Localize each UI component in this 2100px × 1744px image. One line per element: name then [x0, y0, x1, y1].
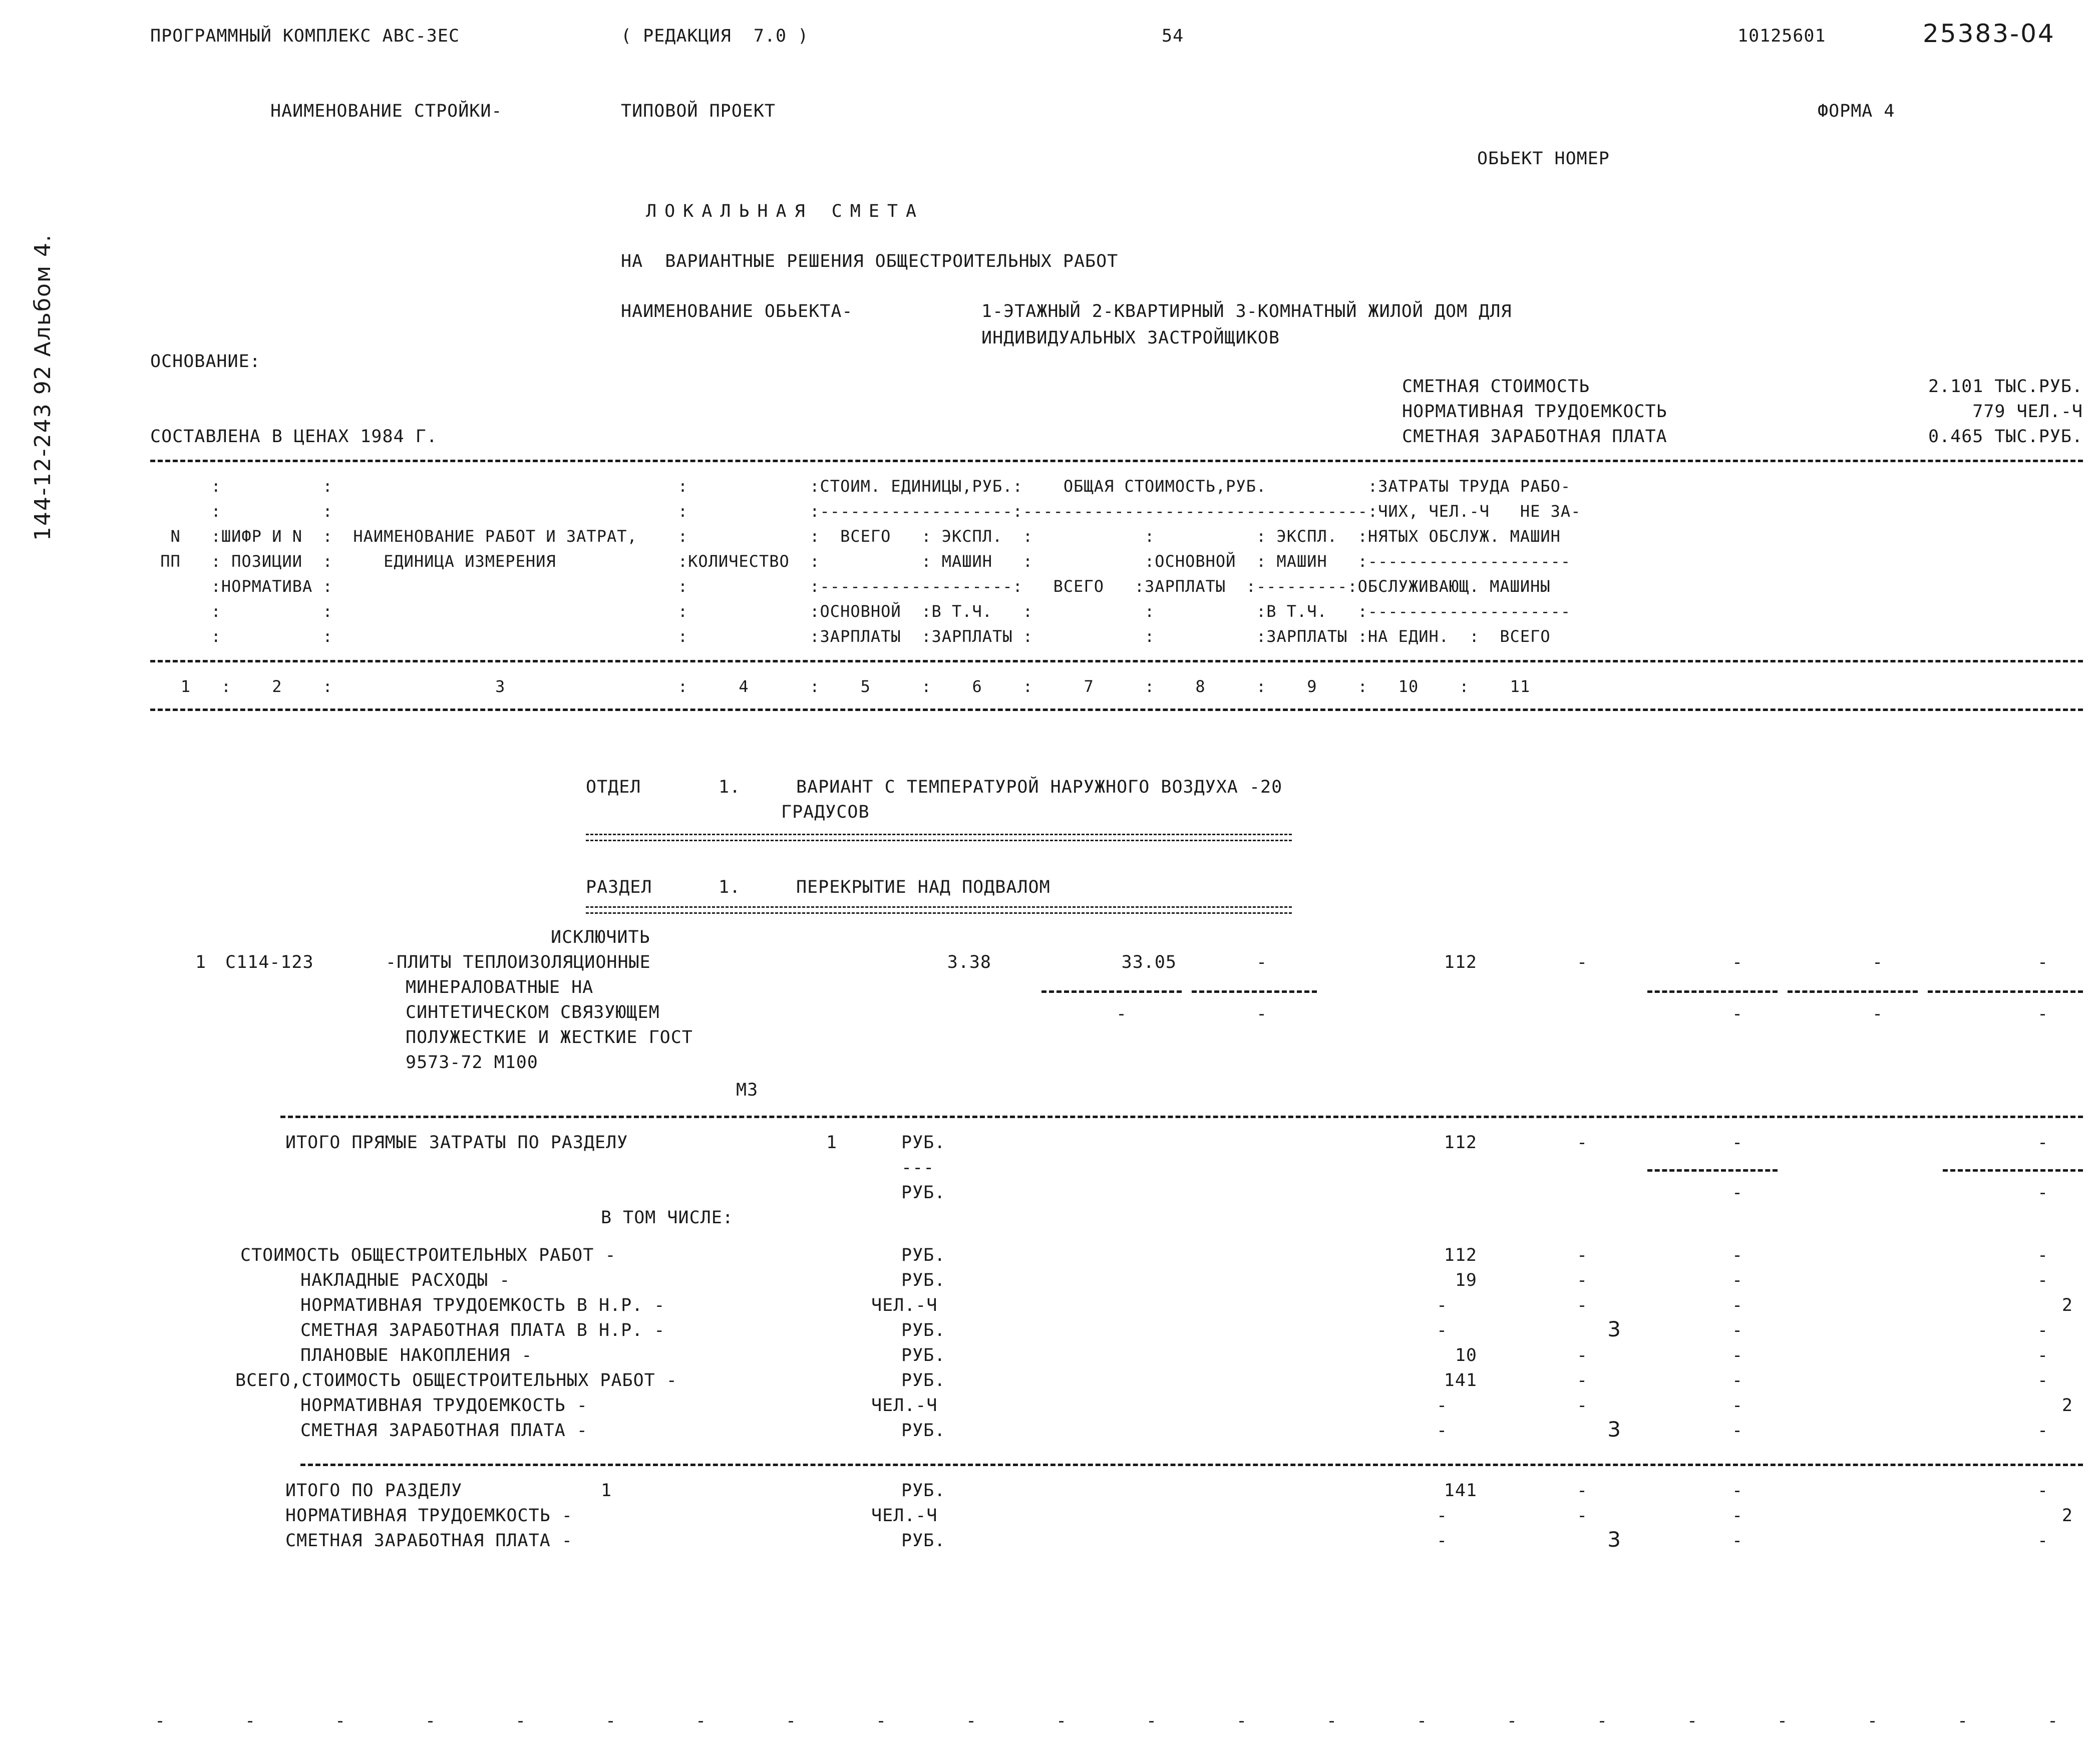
item-unit-cost: 33.05 — [1121, 952, 1177, 972]
item-name-line: -ПЛИТЫ ТЕПЛОИЗОЛЯЦИОННЫЕ — [386, 952, 651, 972]
side-note: 144-12-243 92 Альбом 4. — [30, 233, 56, 541]
empty-mark: - — [1436, 1396, 1448, 1416]
empty-mark: - — [1436, 1531, 1448, 1551]
sub-rule — [1647, 1169, 1778, 1172]
otdel-title-line-1: ВАРИАНТ С ТЕМПЕРАТУРОЙ НАРУЖНОГО ВОЗДУХА -20 — [796, 777, 1283, 797]
section-total-unit: РУБ. — [901, 1531, 946, 1551]
empty-mark: - — [1731, 1345, 1743, 1365]
breakdown-label: НОРМАТИВНАЯ ТРУДОЕМКОСТЬ - — [300, 1396, 588, 1416]
sub-rule — [1192, 990, 1317, 993]
bottom-dash-mark: - — [1867, 1711, 1879, 1731]
empty-mark: - — [1256, 1004, 1268, 1024]
section-total-labor: 2 — [2061, 1506, 2073, 1526]
item-code: С114-123 — [225, 952, 314, 972]
breakdown-label: НАКЛАДНЫЕ РАСХОДЫ - — [300, 1270, 511, 1290]
empty-mark: - — [1731, 1531, 1743, 1551]
empty-mark: - — [1872, 1004, 1884, 1024]
breakdown-label: СМЕТНАЯ ЗАРАБОТНАЯ ПЛАТА В Н.Р. - — [300, 1320, 665, 1340]
empty-mark: - — [2037, 1421, 2049, 1441]
breakdown-label: СМЕТНАЯ ЗАРАБОТНАЯ ПЛАТА - — [300, 1421, 588, 1441]
item-quantity: 3.38 — [947, 952, 991, 972]
bottom-dash-mark: - — [1056, 1711, 1068, 1731]
table-header-row: : : : :-------------------:----------------------------------:ЧИХ, ЧЕЛ.-Ч НЕ ЗА- — [150, 502, 1581, 521]
empty-mark: - — [1731, 1183, 1743, 1203]
empty-mark: - — [2037, 1345, 2049, 1365]
bottom-dash-mark: - — [1506, 1711, 1518, 1731]
section-total-value: 141 — [1444, 1481, 1477, 1501]
empty-mark: - — [1576, 1270, 1588, 1290]
bottom-dash-mark: - — [515, 1711, 527, 1731]
item-name-line: ПОЛУЖЕСТКИЕ И ЖЕСТКИЕ ГОСТ — [406, 1027, 693, 1048]
sub-rule — [1928, 990, 2083, 993]
breakdown-label: ПЛАНОВЫЕ НАКОПЛЕНИЯ - — [300, 1345, 533, 1365]
empty-mark: - — [1576, 1370, 1588, 1390]
empty-mark: - — [2037, 1245, 2049, 1265]
empty-mark: - — [1731, 952, 1743, 972]
basis-label: ОСНОВАНИЕ: — [150, 352, 261, 372]
header-rule-middle — [150, 660, 2083, 662]
otdel-label: ОТДЕЛ — [586, 777, 641, 797]
bottom-dash-mark: - — [425, 1711, 437, 1731]
sub-rule — [1041, 990, 1182, 993]
item-name-line: 9573-72 М100 — [406, 1053, 538, 1073]
breakdown-total: 112 — [1444, 1245, 1477, 1265]
table-header-row: : : : :ЗАРПЛАТЫ :ЗАРПЛАТЫ : : :ЗАРПЛАТЫ :НА ЕДИН. : ВСЕГО — [150, 627, 1551, 646]
breakdown-unit: РУБ. — [901, 1320, 946, 1340]
breakdown-wages: 3 — [1607, 1317, 1622, 1341]
bottom-dash-mark: - — [875, 1711, 887, 1731]
summary-value-labor: 779 ЧЕЛ.-Ч — [1972, 402, 2083, 422]
edition: ( РЕДАКЦИЯ 7.0 ) — [621, 26, 809, 46]
breakdown-total: 141 — [1444, 1370, 1477, 1390]
table-header-row: : : : :ОСНОВНОЙ :В Т.Ч. : : :В Т.Ч. :-------------------- — [150, 602, 1571, 621]
empty-mark: - — [1731, 1004, 1743, 1024]
empty-mark: - — [2037, 1481, 2049, 1501]
object-name-line-2: ИНДИВИДУАЛЬНЫХ ЗАСТРОЙЩИКОВ — [981, 328, 1280, 348]
prices-basis: СОСТАВЛЕНА В ЦЕНАХ 1984 Г. — [150, 427, 438, 447]
empty-mark: - — [2037, 1320, 2049, 1340]
table-header-row: ПП : ПОЗИЦИИ : ЕДИНИЦА ИЗМЕРЕНИЯ :КОЛИЧЕСТВО : : МАШИН : :ОСНОВНОЙ : МАШИН :-------------------- — [150, 552, 1571, 571]
empty-mark: - — [1436, 1320, 1448, 1340]
razdel-label: РАЗДЕЛ — [586, 877, 652, 897]
form-label: ФОРМА 4 — [1818, 101, 1895, 121]
bottom-dash-mark: - — [1146, 1711, 1158, 1731]
document-code: 10125601 — [1737, 26, 1826, 46]
object-number-label: ОБЬЕКТ НОМЕР — [1477, 149, 1610, 169]
section-total-unit: РУБ. — [901, 1481, 946, 1501]
itogo-direct-unit-dash: --- — [901, 1158, 935, 1178]
summary-label-wages: СМЕТНАЯ ЗАРАБОТНАЯ ПЛАТА — [1402, 427, 1667, 447]
construction-label: НАИМЕНОВАНИЕ СТРОЙКИ- — [270, 101, 503, 121]
empty-mark: - — [2037, 1133, 2049, 1153]
bottom-dash-mark: - — [785, 1711, 797, 1731]
breakdown-unit: РУБ. — [901, 1345, 946, 1365]
empty-mark: - — [1576, 1245, 1588, 1265]
bottom-dash-mark: - — [1236, 1711, 1248, 1731]
breakdown-unit: РУБ. — [901, 1370, 946, 1390]
item-unit: М3 — [736, 1080, 759, 1100]
itogo-direct-label: ИТОГО ПРЯМЫЕ ЗАТРАТЫ ПО РАЗДЕЛУ — [285, 1133, 628, 1153]
bottom-dash-mark: - — [1686, 1711, 1698, 1731]
sub-rule — [1943, 1169, 2083, 1172]
row-rule — [300, 1464, 2083, 1466]
otdel-title-line-2: ГРАДУСОВ — [781, 802, 870, 822]
bottom-dash-mark: - — [695, 1711, 707, 1731]
page-number: 54 — [1162, 26, 1184, 46]
breakdown-unit: ЧЕЛ.-Ч — [871, 1396, 938, 1416]
bottom-dash-mark: - — [605, 1711, 617, 1731]
breakdown-unit: РУБ. — [901, 1245, 946, 1265]
object-name-line-1: 1-ЭТАЖНЫЙ 2-КВАРТИРНЫЙ 3-КОМНАТНЫЙ ЖИЛОЙ ДОМ ДЛЯ — [981, 301, 1512, 321]
empty-mark: - — [2037, 1270, 2049, 1290]
empty-mark: - — [1576, 1481, 1588, 1501]
column-numbers: 1 : 2 : 3 : 4 : 5 : 6 : 7 : 8 : 9 : 10 : 11 — [150, 677, 1531, 696]
empty-mark: - — [1731, 1295, 1743, 1315]
empty-mark: - — [2037, 1531, 2049, 1551]
breakdown-unit: ЧЕЛ.-Ч — [871, 1295, 938, 1315]
header-rule-bottom — [150, 709, 2083, 711]
breakdown-label: СТОИМОСТЬ ОБЩЕСТРОИТЕЛЬНЫХ РАБОТ - — [240, 1245, 616, 1265]
bottom-dash-mark: - — [154, 1711, 166, 1731]
empty-mark: - — [1731, 1133, 1743, 1153]
table-header-row: :НОРМАТИВА : : :-------------------: ВСЕГО :ЗАРПЛАТЫ :---------:ОБСЛУЖИВАЮЩ. МАШИНЫ — [150, 577, 1551, 596]
section-total-wages: 3 — [1607, 1527, 1622, 1552]
razdel-underline — [586, 906, 1292, 914]
empty-mark: - — [1436, 1295, 1448, 1315]
razdel-number: 1. — [719, 877, 741, 897]
section-total-unit: ЧЕЛ.-Ч — [871, 1506, 938, 1526]
bottom-dash-mark: - — [2047, 1711, 2059, 1731]
item-number: 1 — [195, 952, 207, 972]
otdel-underline — [586, 834, 1292, 841]
empty-mark: - — [1436, 1506, 1448, 1526]
object-label: НАИМЕНОВАНИЕ ОБЬЕКТА- — [621, 301, 853, 321]
v-tom-chisle: В ТОМ ЧИСЛЕ: — [601, 1208, 734, 1228]
item-total: 112 — [1444, 952, 1477, 972]
sub-rule — [1647, 990, 1778, 993]
itogo-direct-total: 112 — [1444, 1133, 1477, 1153]
breakdown-total: 19 — [1455, 1270, 1477, 1290]
empty-mark: - — [1731, 1320, 1743, 1340]
summary-label-cost: СМЕТНАЯ СТОИМОСТЬ — [1402, 377, 1590, 397]
bottom-dash-mark: - — [334, 1711, 346, 1731]
empty-mark: - — [2037, 1004, 2049, 1024]
empty-mark: - — [1731, 1245, 1743, 1265]
itogo-direct-unit: РУБ. — [901, 1133, 946, 1153]
item-name-line: МИНЕРАЛОВАТНЫЕ НА — [406, 977, 594, 997]
table-header-row: : : : :СТОИМ. ЕДИНИЦЫ,РУБ.: ОБЩАЯ СТОИМОСТЬ,РУБ. :ЗАТРАТЫ ТРУДА РАБО- — [150, 477, 1571, 496]
summary-label-labor: НОРМАТИВНАЯ ТРУДОЕМКОСТЬ — [1402, 402, 1667, 422]
empty-mark: - — [1576, 1295, 1588, 1315]
summary-value-cost: 2.101 ТЫС.РУБ. — [1928, 377, 2083, 397]
bottom-dash-mark: - — [1777, 1711, 1789, 1731]
otdel-number: 1. — [719, 777, 741, 797]
empty-mark: - — [1116, 1004, 1128, 1024]
bottom-dash-mark: - — [1957, 1711, 1969, 1731]
empty-mark: - — [1731, 1370, 1743, 1390]
itogo-direct-number: 1 — [826, 1133, 838, 1153]
empty-mark: - — [1576, 1506, 1588, 1526]
summary-value-wages: 0.465 ТЫС.РУБ. — [1928, 427, 2083, 447]
section-total-label: НОРМАТИВНАЯ ТРУДОЕМКОСТЬ - — [285, 1506, 573, 1526]
empty-mark: - — [2037, 1370, 2049, 1390]
bottom-dash-mark: - — [1326, 1711, 1338, 1731]
breakdown-unit: РУБ. — [901, 1270, 946, 1290]
empty-mark: - — [2037, 1183, 2049, 1203]
document-title: ЛОКАЛЬНАЯ СМЕТА — [646, 201, 925, 221]
empty-mark: - — [1731, 1270, 1743, 1290]
bottom-dash-mark: - — [244, 1711, 256, 1731]
section-total-number: 1 — [601, 1481, 612, 1501]
header-rule-top — [150, 460, 2083, 462]
breakdown-wages: 3 — [1607, 1417, 1622, 1442]
program-name: ПРОГРАММНЫЙ КОМПЛЕКС АВС-ЗЕС — [150, 26, 460, 46]
sub-rule — [1788, 990, 1918, 993]
bottom-dash-mark: - — [1416, 1711, 1428, 1731]
empty-mark: - — [1731, 1506, 1743, 1526]
breakdown-total: 10 — [1455, 1345, 1477, 1365]
bottom-dash-mark: - — [1596, 1711, 1608, 1731]
breakdown-label: ВСЕГО,СТОИМОСТЬ ОБЩЕСТРОИТЕЛЬНЫХ РАБОТ - — [235, 1370, 677, 1390]
empty-mark: - — [1576, 1396, 1588, 1416]
breakdown-unit: РУБ. — [901, 1421, 946, 1441]
section-total-label: ИТОГО ПО РАЗДЕЛУ — [285, 1481, 463, 1501]
empty-mark: - — [2037, 952, 2049, 972]
row-rule — [280, 1116, 2083, 1118]
section-total-label: СМЕТНАЯ ЗАРАБОТНАЯ ПЛАТА - — [285, 1531, 573, 1551]
bottom-dash-mark: - — [965, 1711, 977, 1731]
itogo-direct-unit-2: РУБ. — [901, 1183, 946, 1203]
empty-mark: - — [1576, 1133, 1588, 1153]
empty-mark: - — [1576, 952, 1588, 972]
item-name-line: СИНТЕТИЧЕСКОМ СВЯЗУЮЩЕМ — [406, 1002, 660, 1022]
empty-mark: - — [1731, 1421, 1743, 1441]
breakdown-label: НОРМАТИВНАЯ ТРУДОЕМКОСТЬ В Н.Р. - — [300, 1295, 665, 1315]
table-header-row: N :ШИФР И N : НАИМЕНОВАНИЕ РАБОТ И ЗАТРАТ, : : ВСЕГО : ЭКСПЛ. : : : ЭКСПЛ. :НЯТЫХ ОБСЛУЖ. МАШИН — [150, 527, 1561, 546]
empty-mark: - — [1872, 952, 1884, 972]
empty-mark: - — [1256, 952, 1268, 972]
handwritten-code: 25383-04 — [1923, 19, 2055, 48]
exclude-label: ИСКЛЮЧИТЬ — [551, 927, 650, 947]
document-subtitle: НА ВАРИАНТНЫЕ РЕШЕНИЯ ОБЩЕСТРОИТЕЛЬНЫХ РАБОТ — [621, 251, 1119, 271]
empty-mark: - — [1436, 1421, 1448, 1441]
breakdown-labor: 2 — [2061, 1396, 2073, 1416]
construction-value: ТИПОВОЙ ПРОЕКТ — [621, 101, 776, 121]
empty-mark: - — [1576, 1345, 1588, 1365]
empty-mark: - — [1731, 1396, 1743, 1416]
empty-mark: - — [1731, 1481, 1743, 1501]
breakdown-labor: 2 — [2061, 1295, 2073, 1315]
razdel-title: ПЕРЕКРЫТИЕ НАД ПОДВАЛОМ — [796, 877, 1051, 897]
